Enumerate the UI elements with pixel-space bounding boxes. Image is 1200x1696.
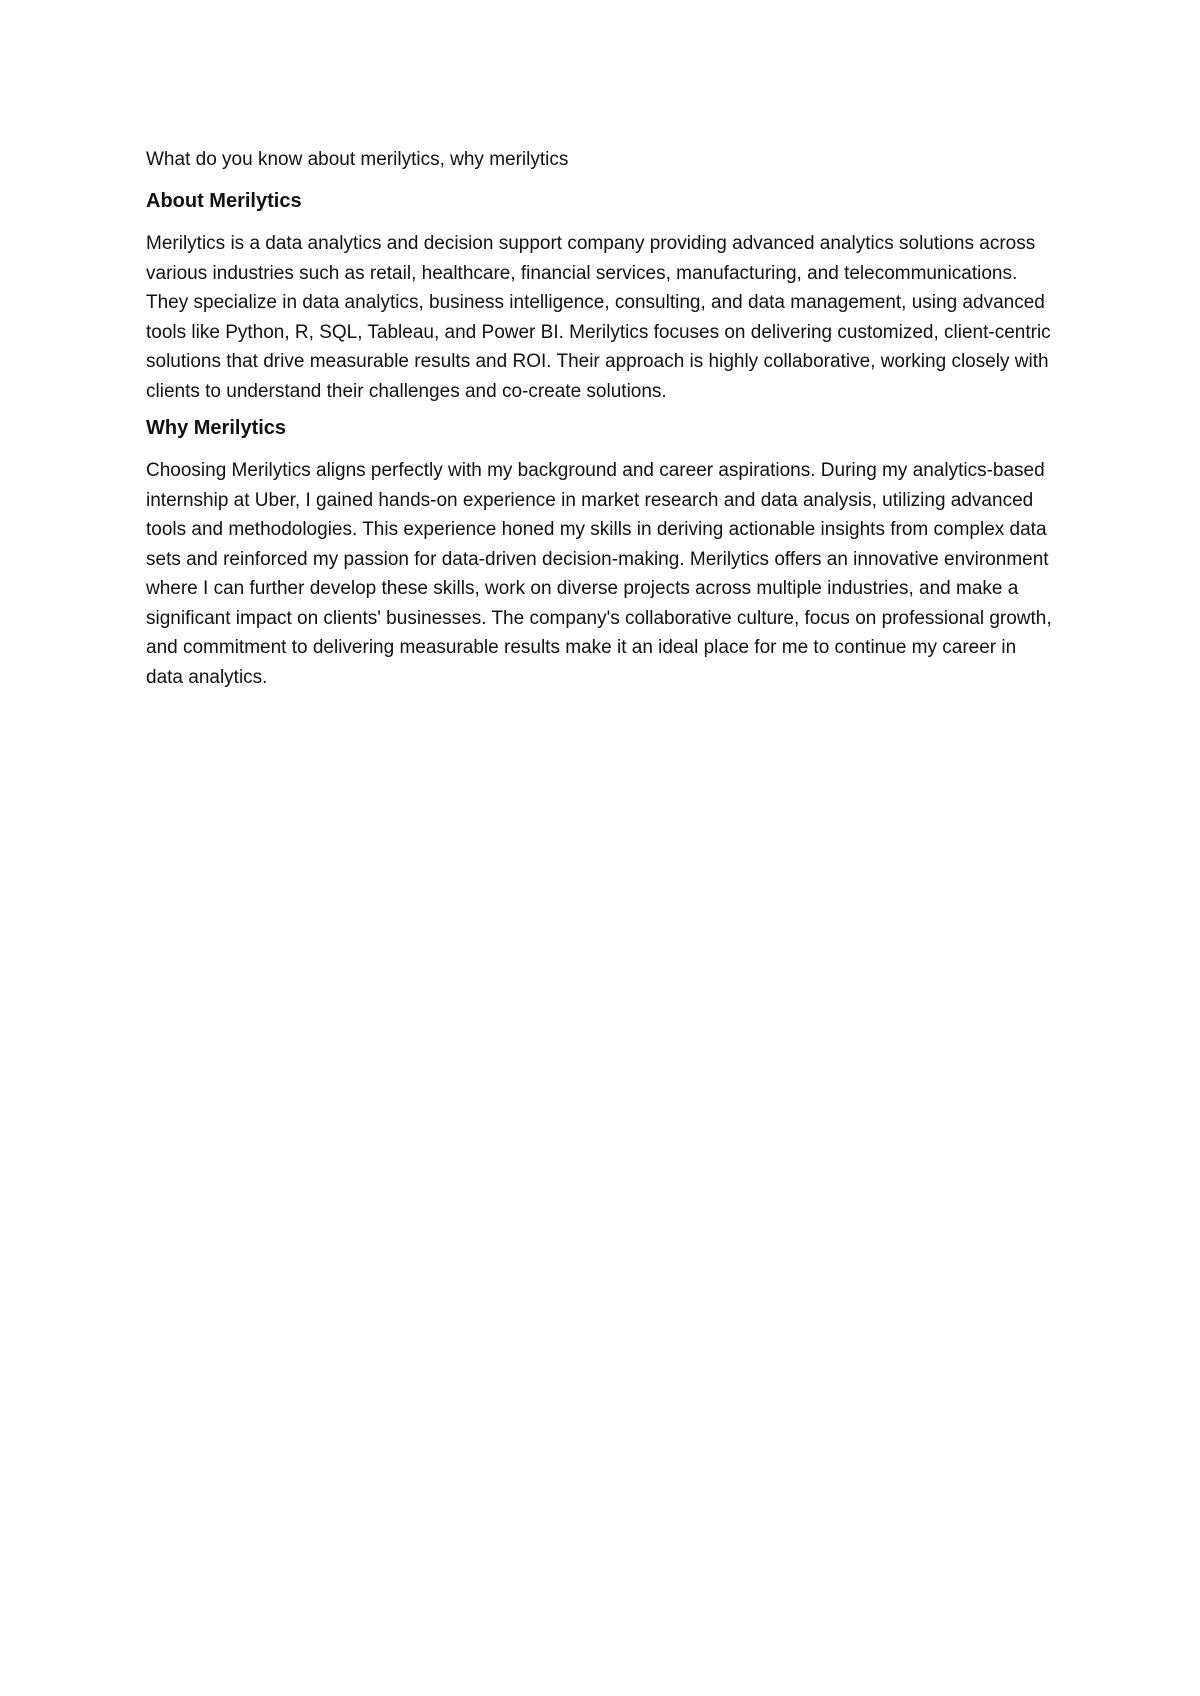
section-heading-why: Why Merilytics [146,417,287,439]
section-why [146,416,1066,692]
section-about [146,189,1066,406]
section-body-why: Choosing Merilytics aligns perfectly with my background and career aspirations. During my analytics-based internship at Uber, I gained hands-on experience in market research and data analysis, utilizing advanced tools and methodologies. This experience honed my skills in deriving actionable insights from complex data sets and reinforced my passion for data-driven decision-making. Merilytics offers an innovative environment where I can further develop these skills, work on diverse projects across multiple industries, and make a significant impact on clients' businesses. The company's collaborative culture, focus on professional growth, and commitment to delivering measurable results make it an ideal place for me to continue my career in data analytics. [146,460,1052,688]
question-text: What do you know about merilytics, why merilytics [146,149,569,170]
section-heading-about: About Merilytics [146,190,302,212]
section-body-about: Merilytics is a data analytics and decision support company providing advanced analytics solutions across various industries such as retail, healthcare, financial services, manufacturing, and telecommunications. They specialize in data analytics, business intelligence, consulting, and data management, using advanced tools like Python, R, SQL, Tableau, and Power BI. Merilytics focuses on delivering customized, client-centric solutions that drive measurable results and ROI. Their approach is highly collaborative, working closely with clients to understand their challenges and co-create solutions. [146,233,1051,402]
document-content [146,148,1066,702]
